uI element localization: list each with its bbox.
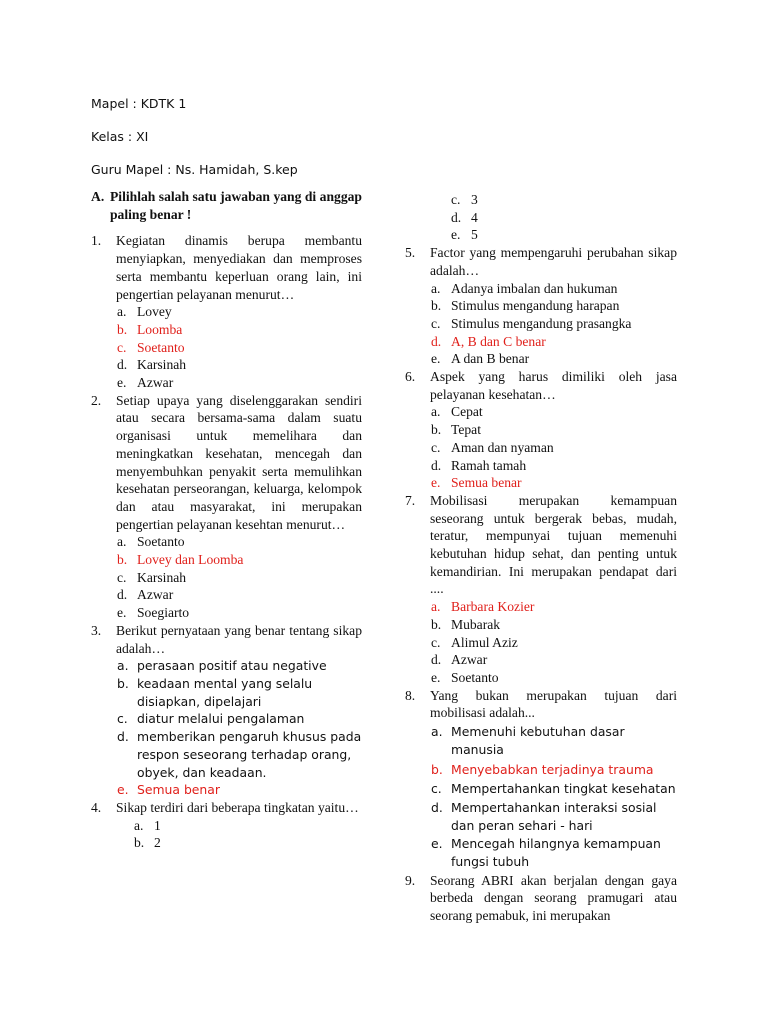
- option-letter: a.: [431, 724, 443, 740]
- option-letter: b.: [431, 422, 442, 438]
- option-text: Loomba: [137, 321, 183, 337]
- option-text: Barbara Kozier: [451, 599, 535, 615]
- question-number: 1.: [91, 233, 102, 249]
- question-text: Kegiatan dinamis berupa membantu menyiapkan, menyediakan dan memproses serta membantu keperluan orang lain, ini pengertian pelayanan menurut…: [116, 233, 362, 302]
- option-letter: e.: [117, 375, 127, 391]
- option-b-marked: [431, 761, 677, 779]
- left-column: [91, 188, 362, 852]
- option-letter: a.: [431, 599, 441, 615]
- option-letter: c.: [451, 192, 461, 207]
- option-text: Soetanto: [137, 339, 185, 355]
- question-number: 9.: [405, 872, 416, 888]
- question-text: Seorang ABRI akan berjalan dengan gaya berbeda dengan seorang pramugari atau seorang pemabuk, ini merupakan: [430, 872, 677, 924]
- option-text: Menyebabkan terjadinya trauma: [451, 761, 654, 777]
- option-letter: e.: [431, 475, 441, 491]
- option-text: Karsinah: [137, 357, 187, 373]
- question-number: 6.: [405, 369, 416, 385]
- option-e: [117, 604, 362, 622]
- option-e-marked: [431, 474, 677, 492]
- option-a: [117, 533, 362, 551]
- option-letter: b.: [431, 298, 442, 314]
- option-text: Azwar: [137, 375, 174, 391]
- option-text: Soetanto: [451, 669, 499, 685]
- option-c: [431, 634, 677, 652]
- question-9: [405, 872, 677, 925]
- option-e: [431, 350, 677, 368]
- option-d-marked: [431, 333, 677, 351]
- option-text: Tepat: [451, 422, 481, 438]
- option-e: [117, 374, 362, 392]
- option-b: [134, 834, 362, 852]
- option-d: [451, 209, 677, 227]
- option-text: Memenuhi kebutuhan dasar manusia: [451, 724, 625, 757]
- option-text: Ramah tamah: [451, 457, 527, 473]
- option-text: Azwar: [451, 652, 488, 668]
- option-letter: a.: [431, 280, 441, 296]
- option-d: [431, 651, 677, 669]
- option-a-marked: [431, 598, 677, 616]
- option-letter: c.: [117, 339, 127, 355]
- option-text: A, B dan C benar: [451, 333, 546, 349]
- option-text: Adanya imbalan dan hukuman: [451, 280, 618, 296]
- option-d: [117, 728, 362, 781]
- option-d: [431, 799, 677, 834]
- subject-line: Mapel : KDTK 1: [91, 96, 187, 111]
- option-letter: e.: [117, 782, 129, 798]
- option-text: Mubarak: [451, 616, 501, 632]
- option-text: Alimul Aziz: [451, 634, 518, 650]
- option-letter: c.: [117, 711, 128, 727]
- section-text: Pilihlah salah satu jawaban yang di anggap paling benar !: [110, 189, 362, 222]
- option-letter: d.: [431, 652, 442, 668]
- option-text: 2: [154, 835, 161, 851]
- option-text: Lovey: [137, 304, 172, 320]
- question-text: Mobilisasi merupakan kemampuan seseorang untuk bergerak bebas, mudah, teratur, mempunyai tujuan memenuhi kebutuhan hidup sehat, dan penting untuk kemandirian. Ini merupakan pendapat dari ....: [430, 492, 677, 597]
- option-letter: d.: [431, 799, 443, 815]
- option-letter: b.: [134, 835, 145, 851]
- option-c: [431, 315, 677, 333]
- option-text: Semua benar: [137, 782, 220, 798]
- option-letter: c.: [431, 439, 441, 455]
- option-letter: b.: [117, 552, 128, 568]
- question-8: [405, 687, 677, 871]
- option-a: [431, 403, 677, 421]
- option-text: 1: [154, 817, 161, 833]
- option-letter: c.: [431, 634, 441, 650]
- option-text: Mencegah hilangnya kemampuan fungsi tubuh: [451, 836, 661, 870]
- option-letter: d.: [431, 457, 442, 473]
- option-letter: b.: [117, 321, 128, 337]
- question-text: Berikut pernyataan yang benar tentang sikap adalah…: [116, 622, 362, 656]
- question-number: 4.: [91, 799, 102, 815]
- option-c: [117, 569, 362, 587]
- option-letter: c.: [431, 315, 441, 331]
- option-c: [117, 710, 362, 728]
- option-text: perasaan positif atau negative: [137, 658, 327, 674]
- right-column: [405, 191, 677, 925]
- option-text: 3: [471, 192, 478, 207]
- option-text: Karsinah: [137, 569, 187, 585]
- question-number: 3.: [91, 622, 102, 638]
- option-text: diatur melalui pengalaman: [137, 711, 305, 727]
- option-b: [431, 421, 677, 439]
- option-letter: c.: [431, 781, 442, 797]
- section-instruction: [91, 188, 362, 223]
- question-7: [405, 492, 677, 687]
- option-text: memberikan pengaruh khusus pada respon seseorang terhadap orang, obyek, dan keadaan.: [137, 729, 362, 780]
- question-text: Factor yang mempengaruhi perubahan sikap adalah…: [430, 245, 677, 278]
- teacher-line: Guru Mapel : Ns. Hamidah, S.kep: [91, 162, 298, 177]
- option-text: Mempertahankan interaksi sosial dan peran sehari - hari: [451, 799, 657, 833]
- option-c: [451, 191, 677, 209]
- question-text: Yang bukan merupakan tujuan dari mobilisasi adalah...: [430, 687, 677, 721]
- question-6: [405, 368, 677, 492]
- option-e: [431, 835, 677, 870]
- option-a: [117, 303, 362, 321]
- question-2: [91, 392, 362, 622]
- question-1: [91, 232, 362, 391]
- option-letter: a.: [117, 658, 129, 674]
- option-a: [117, 657, 362, 675]
- option-text: Azwar: [137, 587, 174, 603]
- option-letter: a.: [431, 404, 441, 420]
- option-text: A dan B benar: [451, 351, 530, 367]
- option-letter: e.: [451, 227, 461, 243]
- option-text: Soetanto: [137, 534, 185, 550]
- option-e-marked: [117, 781, 362, 799]
- option-text: 4: [471, 209, 478, 225]
- option-letter: a.: [117, 534, 127, 550]
- question-3: [91, 622, 362, 799]
- option-c: [431, 780, 677, 798]
- option-b-marked: [117, 321, 362, 339]
- option-letter: d.: [117, 357, 128, 373]
- option-letter: b.: [431, 761, 443, 777]
- option-d: [117, 586, 362, 604]
- question-number: 2.: [91, 392, 102, 408]
- question-5: [405, 244, 677, 368]
- class-line: Kelas : XI: [91, 129, 149, 144]
- question-number: 7.: [405, 492, 416, 508]
- question-text: Aspek yang harus dimiliki oleh jasa pelayanan kesehatan…: [430, 369, 677, 402]
- question-number: 5.: [405, 245, 416, 261]
- option-b: [431, 616, 677, 634]
- option-a: [431, 280, 677, 298]
- option-text: Stimulus mengandung prasangka: [451, 315, 632, 331]
- option-letter: d.: [431, 333, 442, 349]
- question-text: Setiap upaya yang diselenggarakan sendiri atau secara bersama-sama dalam suatu organisasi untuk memelihara dan meningkatkan kesehatan, mencegah dan menyembuhkan penyakit serta memulihkan kesehatan perseorangan, keluarga, kelompok dan atau masyarakat, ini merupakan pengertian pelayanan kesehtan menurut…: [116, 392, 362, 532]
- option-text: Mempertahankan tingkat kesehatan: [451, 781, 676, 797]
- option-letter: d.: [451, 209, 462, 225]
- option-letter: a.: [134, 817, 144, 833]
- option-letter: e.: [431, 669, 441, 685]
- option-text: keadaan mental yang selalu disiapkan, dipelajari: [137, 675, 313, 709]
- option-letter: b.: [117, 675, 129, 691]
- option-d: [117, 356, 362, 374]
- option-e: [451, 226, 677, 244]
- option-letter: e.: [431, 836, 443, 852]
- option-a: [431, 723, 677, 758]
- option-letter: d.: [117, 587, 128, 603]
- option-e: [431, 669, 677, 687]
- section-letter: A.: [91, 189, 105, 204]
- option-a: [134, 817, 362, 835]
- option-b: [117, 675, 362, 710]
- option-b: [431, 297, 677, 315]
- question-text: Sikap terdiri dari beberapa tingkatan yaitu…: [116, 799, 359, 815]
- option-letter: d.: [117, 729, 129, 745]
- option-text: Aman dan nyaman: [451, 439, 554, 455]
- option-text: Soegiarto: [137, 605, 190, 621]
- option-d: [431, 457, 677, 475]
- option-text: Semua benar: [451, 475, 522, 491]
- question-4-continued: [405, 191, 677, 244]
- option-text: Stimulus mengandung harapan: [451, 298, 620, 314]
- question-number: 8.: [405, 687, 416, 703]
- option-c: [431, 439, 677, 457]
- option-text: Lovey dan Loomba: [137, 552, 244, 568]
- option-c-marked: [117, 339, 362, 357]
- option-letter: b.: [431, 616, 442, 632]
- option-b-marked: [117, 551, 362, 569]
- option-text: 5: [471, 227, 478, 243]
- option-text: Cepat: [451, 404, 483, 420]
- question-4: [91, 799, 362, 852]
- option-letter: e.: [431, 351, 441, 367]
- option-letter: a.: [117, 304, 127, 320]
- option-letter: c.: [117, 569, 127, 585]
- option-letter: e.: [117, 605, 127, 621]
